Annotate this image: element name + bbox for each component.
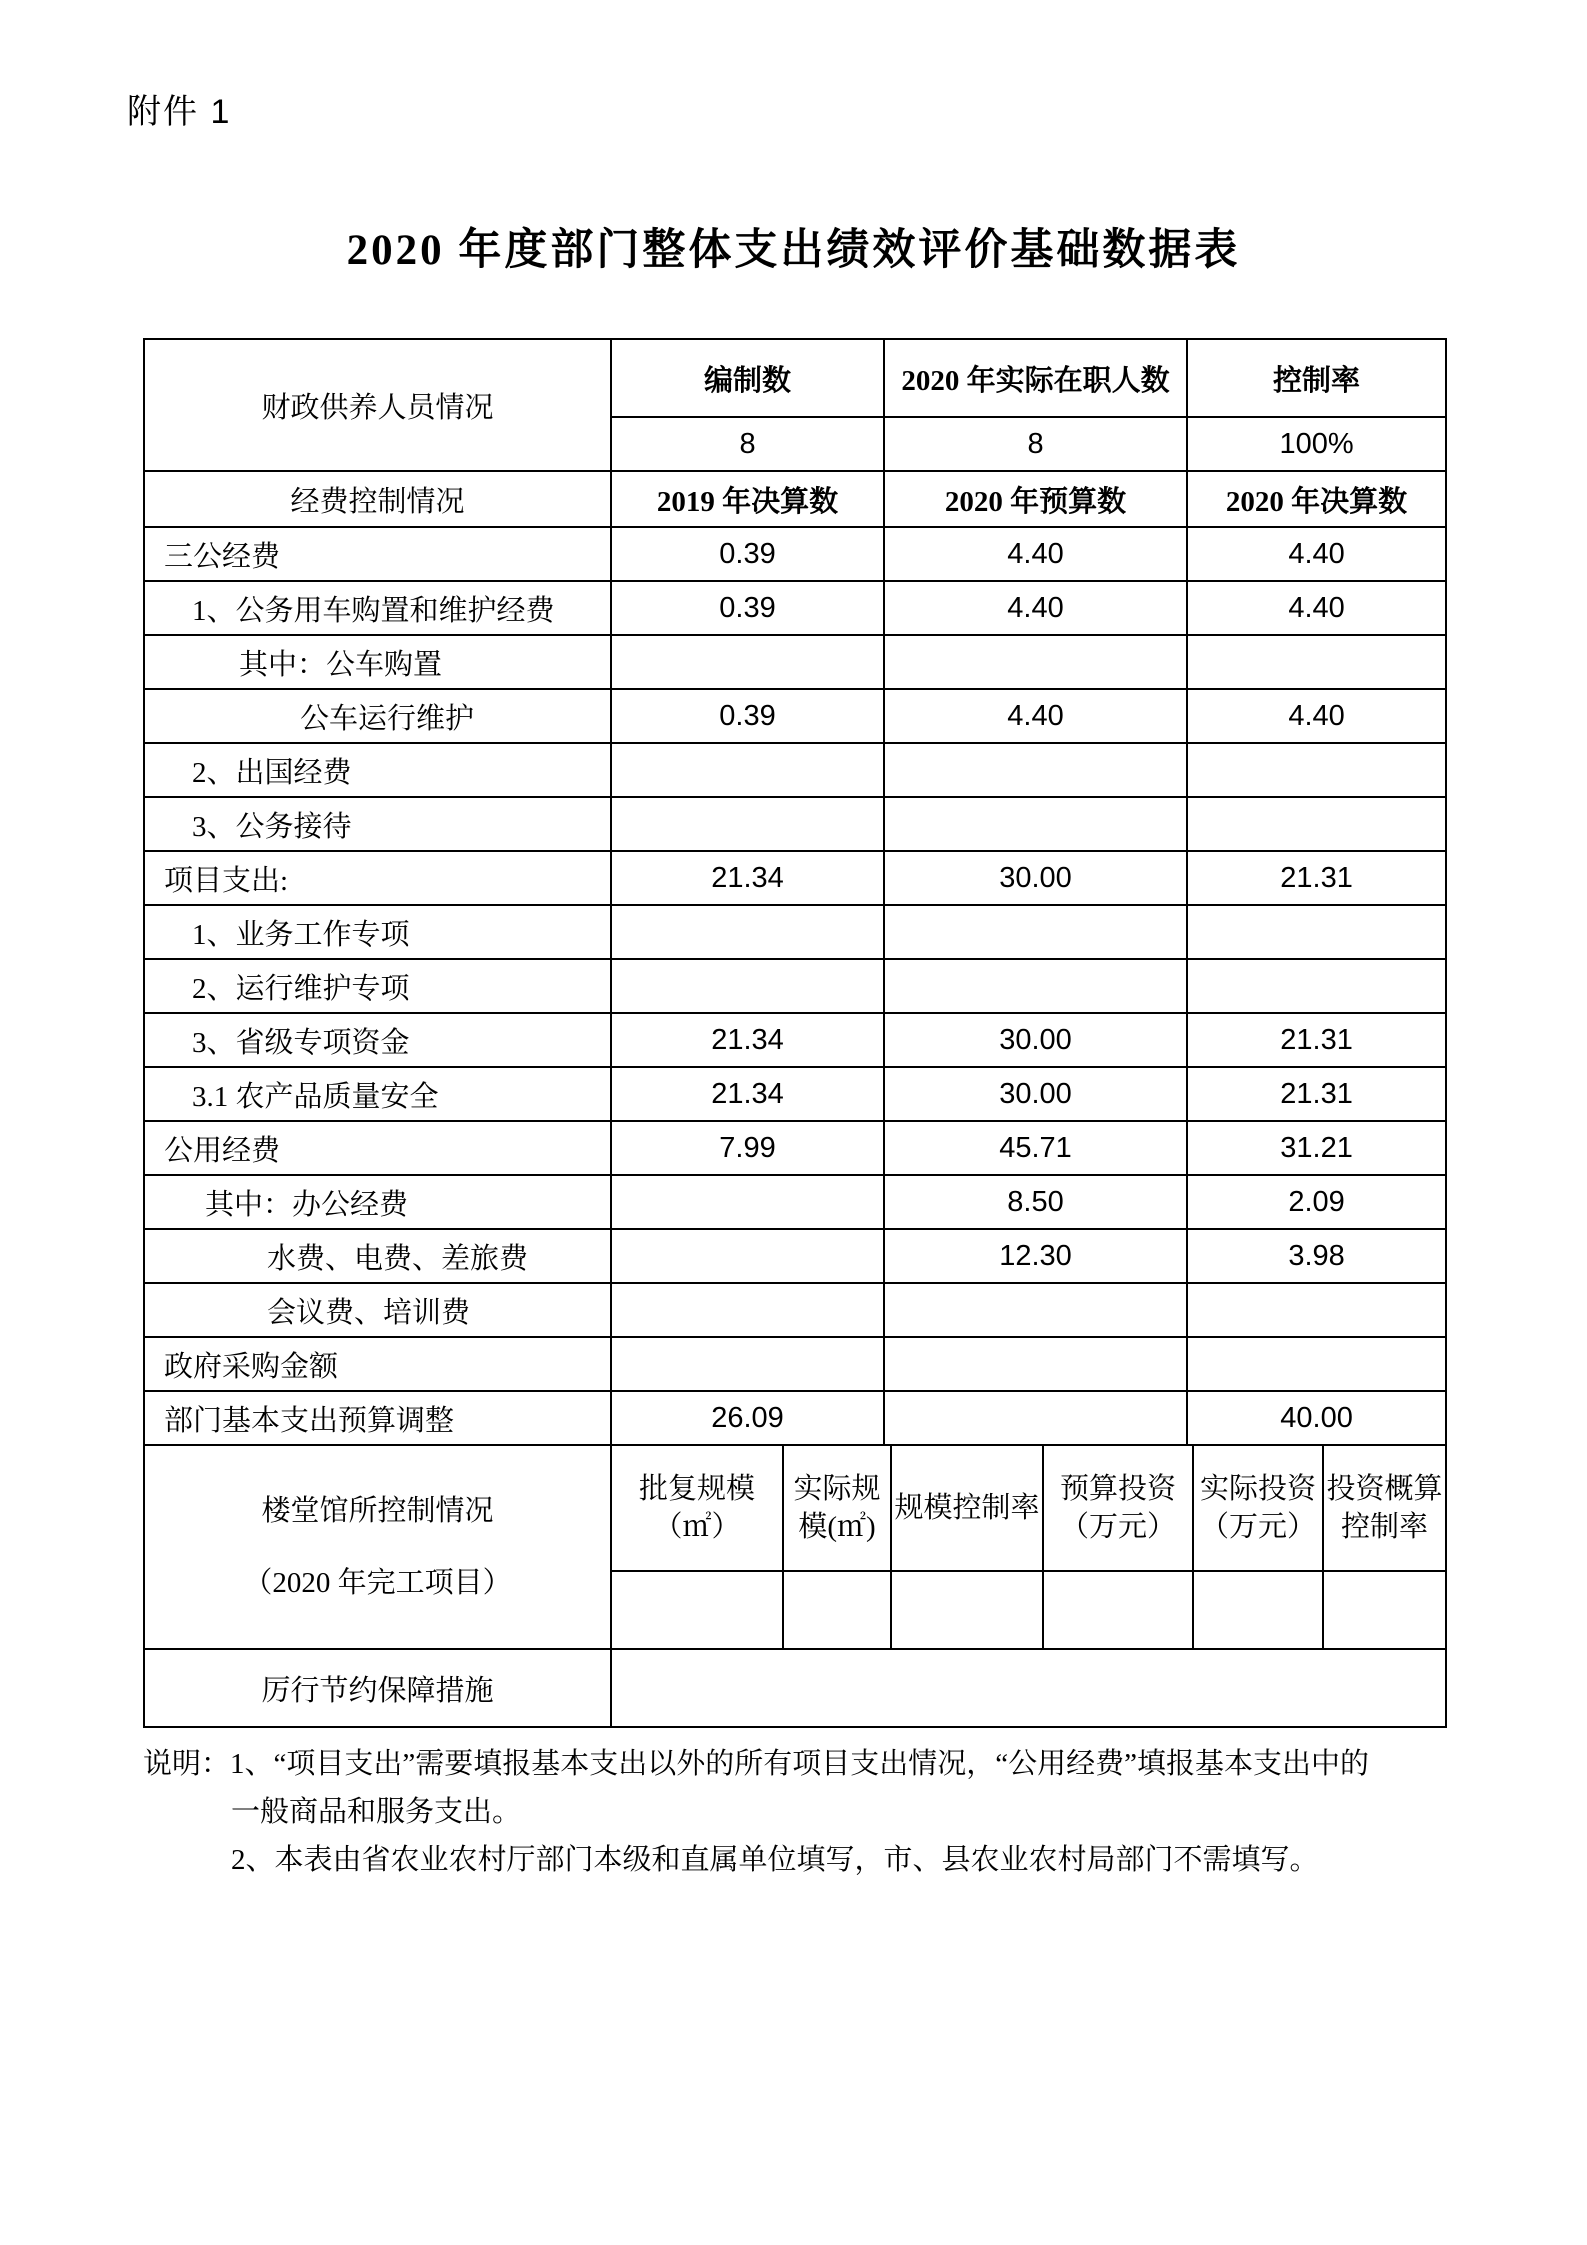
- value-cell: 12.30: [884, 1229, 1187, 1283]
- value-cell: 21.31: [1187, 1067, 1446, 1121]
- value-cell: [1187, 959, 1446, 1013]
- value-cell: 21.34: [611, 1067, 884, 1121]
- table-container: [143, 338, 1447, 1728]
- note-line-1: 说明：1、“项目支出”需要填报基本支出以外的所有项目支出情况，“公用经费”填报基本支出中的: [143, 1748, 1369, 1780]
- value-cell: [611, 635, 884, 689]
- header-cell: 2020 年决算数: [1187, 471, 1446, 527]
- table-row: [144, 1337, 1446, 1391]
- table-row-building-header: [144, 1445, 1446, 1571]
- value-cell: 4.40: [1187, 527, 1446, 581]
- control-label-cell: 经费控制情况: [144, 471, 611, 527]
- value-cell: [1043, 1571, 1193, 1649]
- row-label-cell: 1、公务用车购置和维护经费: [144, 581, 611, 635]
- table-row: [144, 1013, 1446, 1067]
- value-cell: [611, 743, 884, 797]
- table-row: [144, 1283, 1446, 1337]
- value-cell: 31.21: [1187, 1121, 1446, 1175]
- row-label-cell: 部门基本支出预算调整: [144, 1391, 611, 1445]
- value-cell: [884, 1391, 1187, 1445]
- row-label-cell: 3、公务接待: [144, 797, 611, 851]
- table-row: [144, 1175, 1446, 1229]
- table-row: [144, 689, 1446, 743]
- row-label-cell: 项目支出:: [144, 851, 611, 905]
- value-cell: 8.50: [884, 1175, 1187, 1229]
- value-cell: [1187, 905, 1446, 959]
- table-row: [144, 1391, 1446, 1445]
- sub-header-cell: 批复规模（㎡）: [611, 1445, 783, 1571]
- table-row-personnel-header: [144, 339, 1446, 417]
- value-cell: [1323, 1571, 1446, 1649]
- data-table: [143, 338, 1447, 1728]
- value-cell: [1187, 797, 1446, 851]
- value-cell: 26.09: [611, 1391, 884, 1445]
- value-cell: [884, 1283, 1187, 1337]
- header-cell: 控制率: [1187, 339, 1446, 417]
- value-cell: 0.39: [611, 581, 884, 635]
- sub-header-cell: 实际规模(㎡): [783, 1445, 891, 1571]
- header-cell: 编制数: [611, 339, 884, 417]
- row-label-cell: 2、运行维护专项: [144, 959, 611, 1013]
- table-row-thrift: [144, 1649, 1446, 1727]
- value-cell: [611, 1337, 884, 1391]
- attachment-label: 附件 1: [127, 93, 232, 131]
- value-cell: 4.40: [1187, 689, 1446, 743]
- row-label-cell: 公车运行维护: [144, 689, 611, 743]
- row-label-cell: 三公经费: [144, 527, 611, 581]
- thrift-value-cell: [611, 1649, 1446, 1727]
- value-cell: 30.00: [884, 1067, 1187, 1121]
- value-cell: [884, 1337, 1187, 1391]
- value-cell: [1187, 635, 1446, 689]
- value-cell: 21.31: [1187, 1013, 1446, 1067]
- thrift-label-cell: 厉行节约保障措施: [144, 1649, 611, 1727]
- row-label-cell: 会议费、培训费: [144, 1283, 611, 1337]
- building-label-line1: 楼堂馆所控制情况: [261, 1495, 494, 1527]
- table-row: [144, 1229, 1446, 1283]
- value-cell: 4.40: [884, 689, 1187, 743]
- value-cell: 0.39: [611, 689, 884, 743]
- notes: [143, 1740, 1473, 1884]
- row-label-cell: 3、省级专项资金: [144, 1013, 611, 1067]
- value-cell: [891, 1571, 1043, 1649]
- value-cell: [611, 959, 884, 1013]
- value-cell: [1187, 1283, 1446, 1337]
- value-cell: 30.00: [884, 1013, 1187, 1067]
- value-cell: [611, 797, 884, 851]
- table-row: [144, 581, 1446, 635]
- value-cell: [1187, 743, 1446, 797]
- value-cell: 21.34: [611, 1013, 884, 1067]
- value-cell: 8: [611, 417, 884, 471]
- building-label-line2: （2020 年完工项目）: [243, 1567, 512, 1599]
- value-cell: 21.31: [1187, 851, 1446, 905]
- value-cell: 3.98: [1187, 1229, 1446, 1283]
- table-row: [144, 959, 1446, 1013]
- table-row: [144, 1067, 1446, 1121]
- value-cell: 2.09: [1187, 1175, 1446, 1229]
- value-cell: [884, 797, 1187, 851]
- table-row: [144, 1121, 1446, 1175]
- value-cell: 40.00: [1187, 1391, 1446, 1445]
- table-row-control-header: [144, 471, 1446, 527]
- value-cell: [611, 1229, 884, 1283]
- value-cell: [611, 1175, 884, 1229]
- value-cell: 100%: [1187, 417, 1446, 471]
- row-label-cell: 3.1 农产品质量安全: [144, 1067, 611, 1121]
- value-cell: 45.71: [884, 1121, 1187, 1175]
- row-label-cell: 其中：办公经费: [144, 1175, 611, 1229]
- header-cell: 2020 年实际在职人数: [884, 339, 1187, 417]
- header-cell: 2019 年决算数: [611, 471, 884, 527]
- note-line-3: 2、本表由省农业农村厅部门本级和直属单位填写，市、县农业农村局部门不需填写。: [231, 1844, 1319, 1876]
- value-cell: [884, 743, 1187, 797]
- value-cell: [884, 905, 1187, 959]
- row-label-cell: 政府采购金额: [144, 1337, 611, 1391]
- value-cell: [783, 1571, 891, 1649]
- table-row: [144, 905, 1446, 959]
- value-cell: [611, 1571, 783, 1649]
- row-label-cell: 其中：公车购置: [144, 635, 611, 689]
- building-label-cell: [144, 1445, 611, 1649]
- value-cell: 30.00: [884, 851, 1187, 905]
- row-label-cell: 1、业务工作专项: [144, 905, 611, 959]
- value-cell: [884, 635, 1187, 689]
- value-cell: 21.34: [611, 851, 884, 905]
- value-cell: 7.99: [611, 1121, 884, 1175]
- row-label-cell: 水费、电费、差旅费: [144, 1229, 611, 1283]
- value-cell: [1187, 1337, 1446, 1391]
- table-row: [144, 527, 1446, 581]
- value-cell: [611, 905, 884, 959]
- table-row: [144, 635, 1446, 689]
- row-label-cell: 2、出国经费: [144, 743, 611, 797]
- table-row: [144, 743, 1446, 797]
- table-row: [144, 797, 1446, 851]
- header-cell: 2020 年预算数: [884, 471, 1187, 527]
- value-cell: [611, 1283, 884, 1337]
- personnel-label-cell: 财政供养人员情况: [144, 339, 611, 471]
- sub-header-cell: 预算投资（万元）: [1043, 1445, 1193, 1571]
- row-label-cell: 公用经费: [144, 1121, 611, 1175]
- value-cell: [884, 959, 1187, 1013]
- value-cell: 4.40: [884, 581, 1187, 635]
- page-title: 2020 年度部门整体支出绩效评价基础数据表: [346, 227, 1241, 274]
- value-cell: [1193, 1571, 1323, 1649]
- sub-header-cell: 规模控制率: [891, 1445, 1043, 1571]
- sub-header-cell: 实际投资（万元）: [1193, 1445, 1323, 1571]
- value-cell: 4.40: [884, 527, 1187, 581]
- note-line-2: 一般商品和服务支出。: [231, 1796, 522, 1828]
- value-cell: 4.40: [1187, 581, 1446, 635]
- sub-header-cell: 投资概算控制率: [1323, 1445, 1446, 1571]
- value-cell: 0.39: [611, 527, 884, 581]
- table-row: [144, 851, 1446, 905]
- value-cell: 8: [884, 417, 1187, 471]
